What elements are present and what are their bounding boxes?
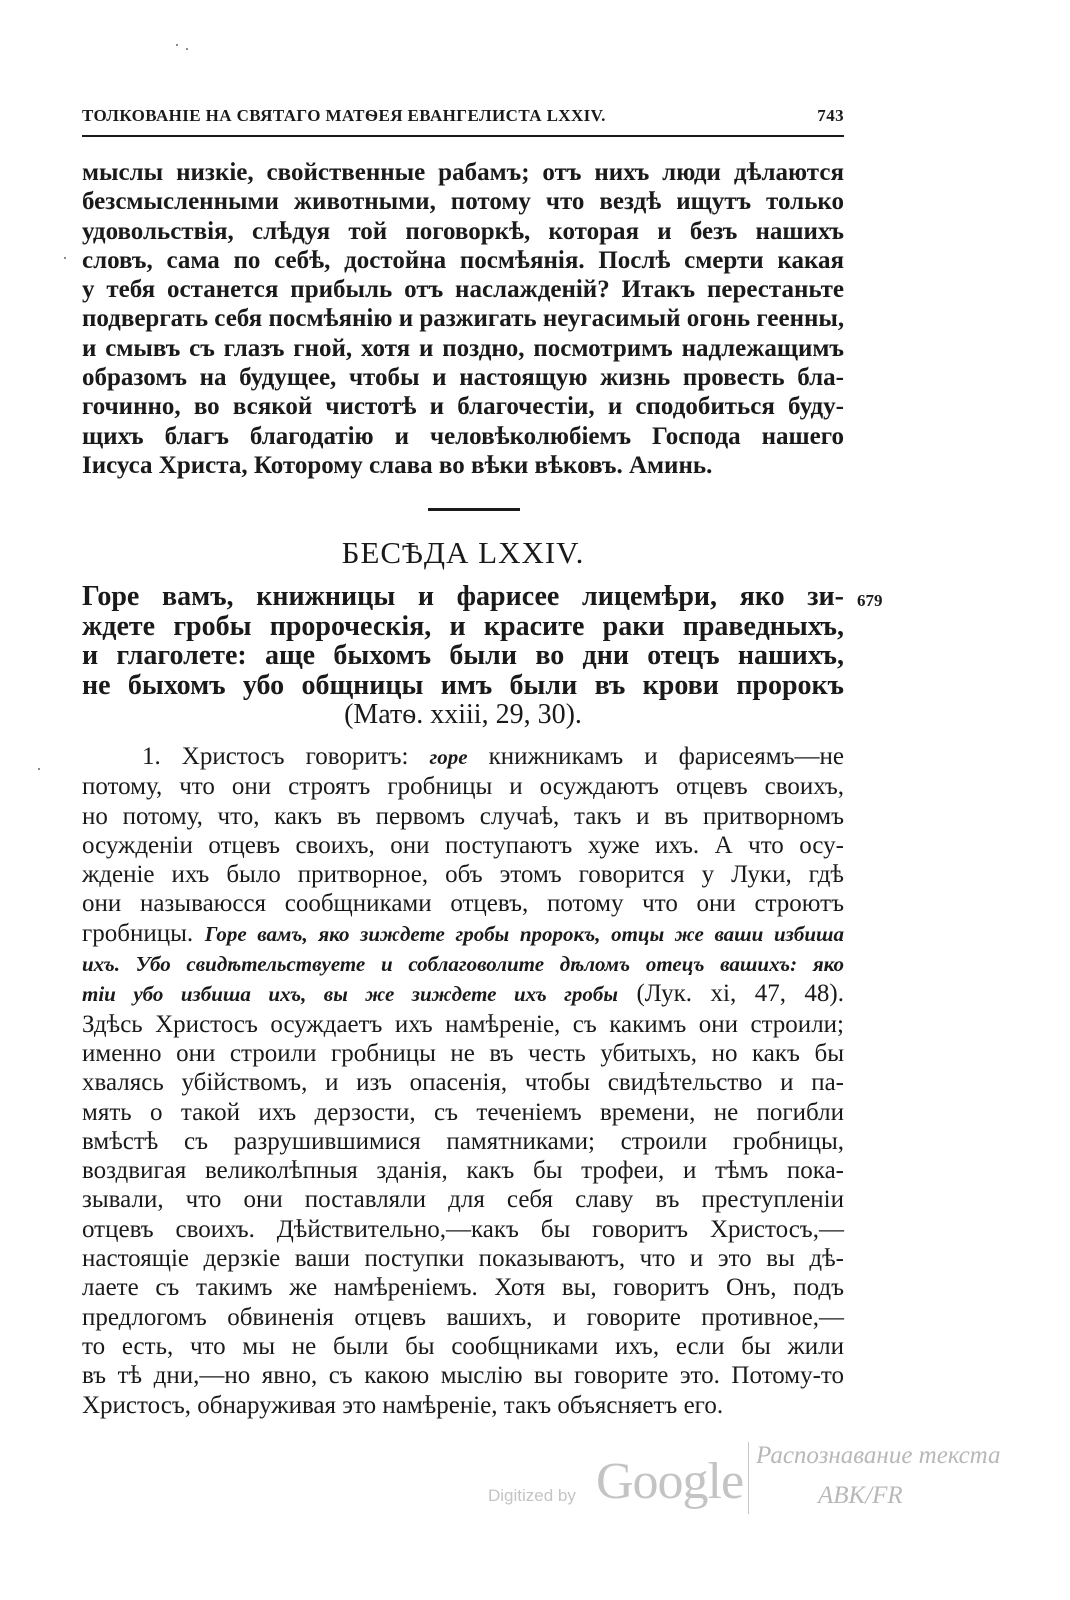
text-line: настоящіе дерзкіе ваши поступки показываютъ, что и это вы дѣ- bbox=[82, 1245, 844, 1273]
text-line: лаете съ такимъ же намѣреніемъ. Хотя вы, говоритъ Онъ, подъ bbox=[82, 1274, 844, 1302]
text-line: 1. Христосъ говоритъ: горе книжникамъ и фарисеямъ—не bbox=[142, 743, 844, 770]
text-line: воздвигая великолѣпныя зданія, какъ бы трофеи, и тѣмъ пока- bbox=[82, 1157, 844, 1185]
text-line: хвалясь убійствомъ, и изъ опасенія, чтобы свидѣтельство и па- bbox=[82, 1069, 844, 1097]
text-line: словъ, сама по себѣ, достойна посмѣянія. Послѣ смерти какая bbox=[82, 246, 844, 274]
text-line: мять о такой ихъ дерзости, съ теченіемъ времени, не погибли bbox=[82, 1098, 844, 1126]
section-title: БЕСѢДА LXXIV. bbox=[341, 535, 585, 570]
text-line: то есть, что мы не были бы сообщниками ихъ, если бы жили bbox=[82, 1332, 844, 1360]
text-line: мыслы низкіе, свойственные рабамъ; отъ нихъ люди дѣлаются bbox=[82, 159, 844, 186]
scan-speck bbox=[38, 768, 40, 770]
digitization-watermark bbox=[488, 1442, 1028, 1562]
text-line: осужденіи отцевъ своихъ, они поступаютъ хуже ихъ. А что осу- bbox=[82, 831, 844, 859]
margin-number: 679 bbox=[857, 591, 883, 610]
epigraph-line: Горе вамъ, книжницы и фарисее лицемѣри, яко зи- bbox=[82, 581, 844, 612]
quote-italic: горе bbox=[429, 745, 468, 769]
scan-speck bbox=[176, 44, 178, 46]
text-line: отцевъ своихъ. Дѣйствительно,—какъ бы говоритъ Христосъ,— bbox=[82, 1215, 844, 1243]
text-line: щихъ благъ благодатію и человѣколюбіемъ Господа нашего bbox=[82, 422, 844, 450]
text-line: гробницы. Горе вамъ, яко зиждете гробы пророкъ, отцы же ваши избиша bbox=[82, 919, 844, 947]
watermark-divider bbox=[748, 1442, 749, 1514]
google-logo: Google bbox=[596, 1453, 744, 1510]
text-line: Здѣсь Христосъ осуждаетъ ихъ намѣреніе, съ какимъ они строили; bbox=[82, 1010, 844, 1038]
text-line: именно они строили гробницы не въ честь убитыхъ, но какъ бы bbox=[82, 1039, 844, 1067]
text-line: образомъ на будущее, чтобы и настоящую жизнь провесть бла- bbox=[82, 364, 844, 392]
page-number: 743 bbox=[817, 106, 844, 125]
text-line: тіи убо избиша ихъ, вы же зиждете ихъ гробы (Лук. xi, 47, 48). bbox=[82, 980, 845, 1008]
epigraph bbox=[82, 582, 844, 730]
text-line: Христосъ, обнаруживая это намѣреніе, такъ объясняетъ его. bbox=[82, 1391, 724, 1419]
text-line: потому, что они строятъ гробницы и осуждаютъ отцевъ своихъ, bbox=[82, 773, 844, 801]
scan-speck bbox=[64, 257, 66, 259]
text-line: но потому, что, какъ въ первомъ случаѣ, такъ и въ притворномъ bbox=[82, 802, 844, 830]
epigraph-line: и глаголете: аще быхомъ были во дни отецъ нашихъ, bbox=[82, 640, 844, 671]
paragraph-body bbox=[82, 1010, 844, 1420]
section-divider bbox=[428, 508, 520, 511]
text-line: вмѣстѣ съ разрушившимися памятниками; строили гробницы, bbox=[82, 1127, 844, 1155]
text-line: они называюсся сообщниками отцевъ, потому что они строютъ bbox=[82, 890, 844, 918]
epigraph-line: ждете гробы пророческія, и красите раки праведныхъ, bbox=[82, 610, 844, 642]
text-line: въ тѣ дни,—но явно, съ какою мыслію вы говорите это. Потому-то bbox=[82, 1362, 844, 1390]
watermark-digitized: Digitized by bbox=[488, 1486, 576, 1505]
running-header bbox=[82, 106, 844, 126]
text-line bbox=[82, 949, 844, 979]
paragraph-conclusion bbox=[82, 158, 844, 480]
text-line: зывали, что они поставляли для себя славу въ преступленіи bbox=[82, 1186, 844, 1214]
watermark-recognition: Распознавание текста bbox=[756, 1442, 1001, 1469]
text-line: безсмысленными животными, потому что вездѣ ищутъ только bbox=[82, 188, 844, 216]
text-line: удовольствія, слѣдуя той поговоркѣ, которая и безъ нашихъ bbox=[82, 217, 844, 245]
text-line: жденіе ихъ было притворное, объ этомъ говорится у Луки, гдѣ bbox=[82, 861, 844, 889]
paragraph-homily bbox=[82, 742, 844, 1420]
epigraph-line: не быхомъ убо общницы имъ были въ крови пророкъ bbox=[82, 669, 844, 701]
text-line: подвергать себя посмѣянію и разжигать неугасимый огонь геенны, bbox=[82, 305, 845, 333]
text-line: предлогомъ обвиненія отцевъ вашихъ, и говорите противное,— bbox=[82, 1303, 844, 1331]
scan-speck bbox=[186, 48, 188, 50]
quote-italic: тіи убо избиша ихъ, вы же зиждете ихъ гробы bbox=[82, 982, 618, 1007]
watermark-credit: ABK/FR bbox=[818, 1482, 903, 1509]
quote-italic: ихъ. Убо свидѣтельствуете и соблаговолите дѣломъ отецъ вашихъ: яко bbox=[82, 952, 844, 977]
header-rule bbox=[82, 135, 844, 137]
epigraph-reference: (Матѳ. xxiii, 29, 30). bbox=[344, 699, 582, 730]
text-line: и смывъ съ глазъ гной, хотя и поздно, посмотримъ надлежащимъ bbox=[82, 334, 844, 362]
text-line: у тебя останется прибыль отъ наслажденій? Итакъ перестаньте bbox=[82, 276, 844, 304]
text-line: Іисуса Христа, Которому слава во вѣки вѣковъ. Аминь. bbox=[82, 451, 713, 479]
quote-italic: Горе вамъ, яко зиждете гробы пророкъ, отцы же ваши избиша bbox=[204, 921, 844, 946]
running-title: ТОЛКОВАНІЕ НА СВЯТАГО МАТѲЕЯ ЕВАНГЕЛИСТА LXXIV. bbox=[82, 106, 606, 125]
text-line: гочинно, во всякой чистотѣ и благочестіи, и сподобиться буду- bbox=[82, 393, 844, 421]
